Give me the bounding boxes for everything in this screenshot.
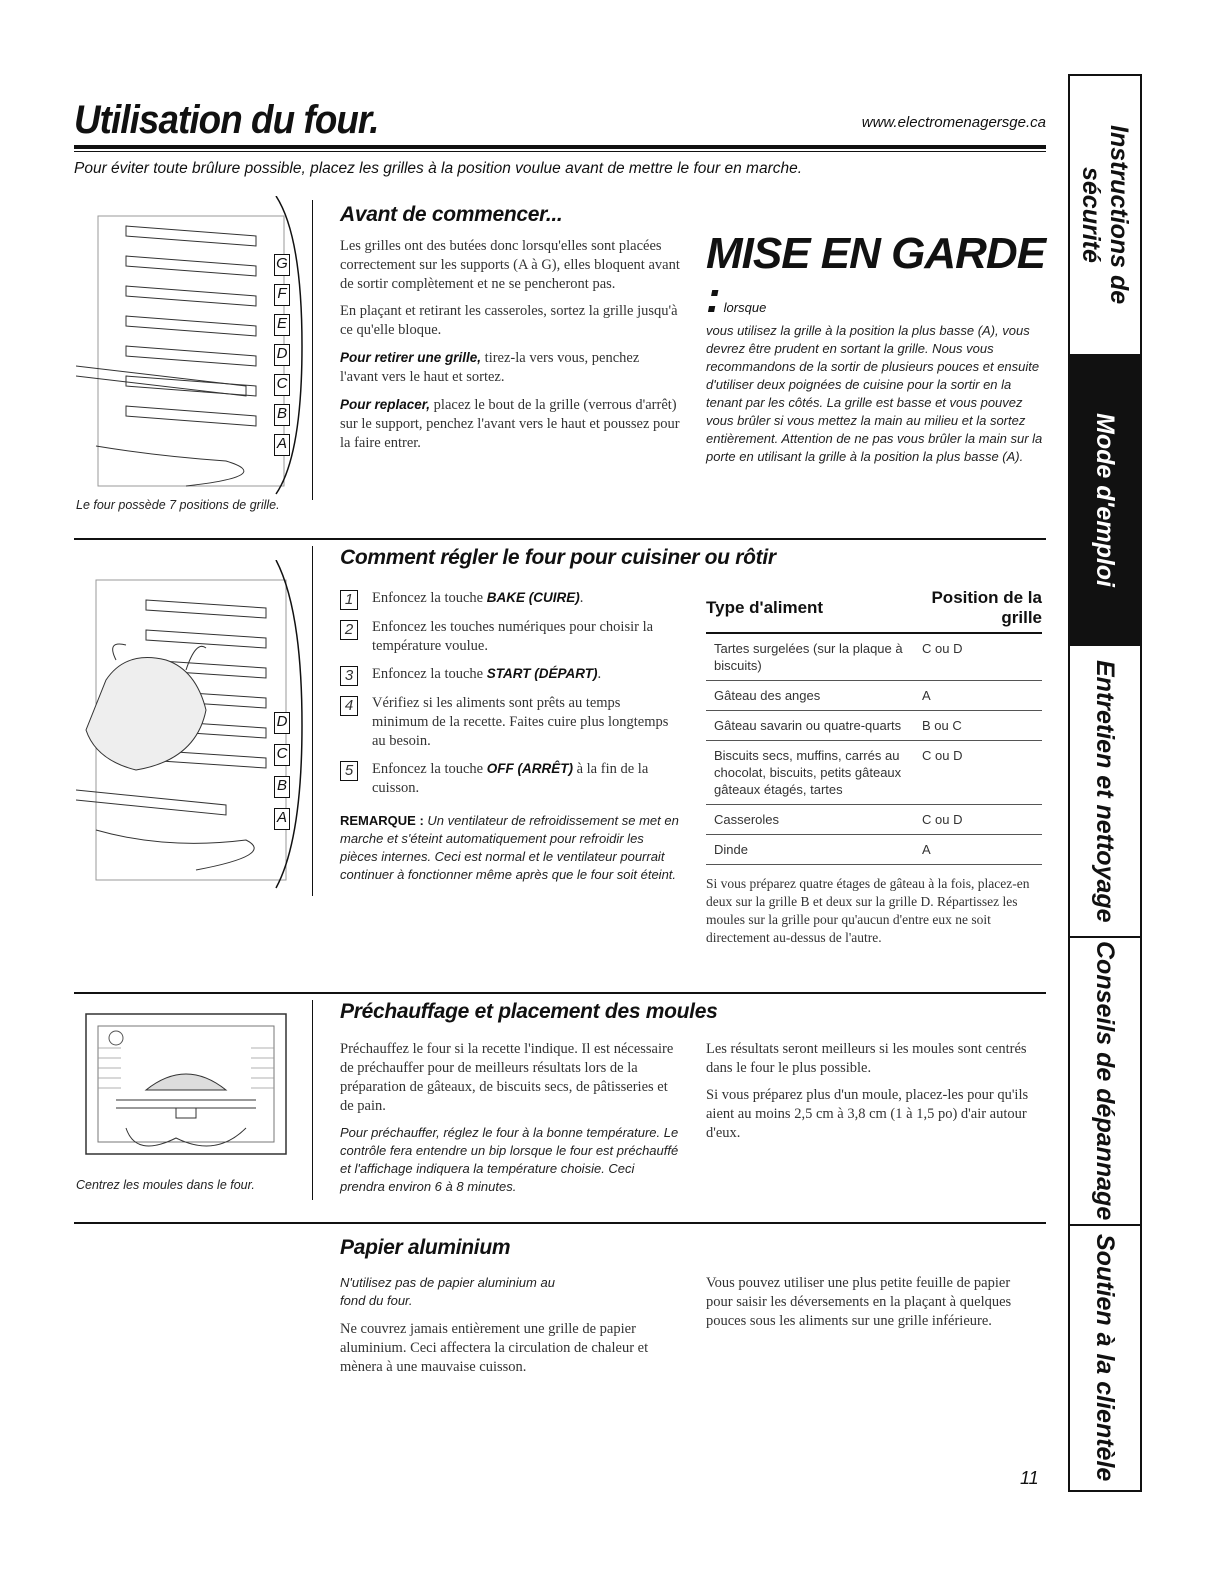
table-cell-position: A (914, 681, 1042, 711)
table-cell-food: Biscuits secs, muffins, carrés au chocolat, biscuits, petits gâteaux gâteaux étagés, tartes (706, 741, 914, 805)
centered-pan-caption: Centrez les moules dans le four. (76, 1178, 255, 1192)
step-text (372, 588, 583, 610)
table-cell-food: Casseroles (706, 805, 914, 835)
step-item (340, 588, 680, 610)
prechauffage-left (340, 1040, 680, 1196)
aluminium-paragraph: Vous pouvez utiliser une plus petite feuille de papier pour saisir les déversements en la plaçant à quelques pouces sous les aliments sur une grille inférieure. (706, 1275, 1012, 1329)
step-text-part: . (579, 590, 584, 606)
column-divider (312, 1000, 313, 1200)
tab-label: Mode d'emploi (1091, 413, 1119, 587)
rack-label: F (274, 284, 290, 306)
tab-soutien[interactable] (1070, 1226, 1140, 1490)
avant-paragraph: En plaçant et retirant les casseroles, sortez la grille jusqu'à ce qu'elle bloque. (340, 303, 678, 338)
step-number: 5 (340, 761, 358, 781)
header-rule-thin (74, 151, 1046, 152)
step-text-part: Enfoncez la touche (372, 666, 487, 682)
note-text: Un ventilateur de refroidissement se met en marche et s'éteint automatiquement pour refroidir les pièces internes. Ceci est normal et le ventilateur pourrait continuer à fonctionner même après que le four soit éteint. (340, 813, 679, 882)
oven-racks-illustration (76, 196, 306, 496)
prechauffage-paragraph: Les résultats seront meilleurs si les moules sont centrés dans le four le plus possible. (706, 1041, 1027, 1076)
avant-paragraph (340, 348, 680, 387)
avant-paragraph (340, 395, 680, 453)
tab-mode-emploi[interactable] (1070, 354, 1140, 646)
step-number: 3 (340, 666, 358, 686)
step-text (372, 694, 680, 751)
note-label: REMARQUE : (340, 813, 424, 828)
page-title: Utilisation du four. (74, 98, 379, 142)
aluminium-left (340, 1274, 680, 1385)
step-item (340, 759, 680, 798)
warning-lead: lorsque (723, 300, 767, 315)
table-cell-position: C ou D (914, 805, 1042, 835)
table-row (706, 805, 1042, 835)
paragraph-text: tirez-la vers vous, penchez l'avant vers le haut et sortez. (340, 350, 640, 385)
paragraph-text: placez le bout de la grille (verrous d'arrêt) sur le support, penchez l'avant vers le haut et poussez pour la faire entrer. (340, 397, 680, 451)
avant-body (340, 237, 680, 461)
step-item (340, 664, 680, 686)
step-item (340, 618, 680, 656)
step-key: BAKE (CUIRE) (486, 590, 580, 605)
table-row (706, 633, 1042, 681)
table-cell-position: A (914, 835, 1042, 865)
step-text-part: Enfoncez les touches numériques pour choisir la température voulue. (372, 619, 654, 654)
rack-label: D (274, 712, 290, 734)
rack-label: A (274, 434, 290, 456)
column-divider (312, 200, 313, 500)
section-rule (74, 538, 1046, 540)
tab-entretien[interactable] (1070, 646, 1140, 936)
warning-text: vous utilisez la grille à la position la plus basse (A), vous devrez être prudent en sortant la grille. Nous vous recommandons de la sortir de plusieurs pouces et ensuite d'utiliser deux poignées de cuisine pour la sortir en la tenant par les côtés. La grille est basse et vous pouvez vous brûler si vous mettez la main au milieu et la sortez entièrement. Attention de ne pas vous brûler la main sur la porte en utilisant la grille à la position la plus basse (A). (706, 323, 1043, 464)
table-row (706, 835, 1042, 865)
rack-label: C (274, 374, 290, 396)
table-cell-food: Gâteau des anges (706, 681, 914, 711)
prechauffage-paragraph: Si vous préparez plus d'un moule, placez-les pour qu'ils aient au moins 2,5 cm à 3,8 cm (1 à 1,5 po) d'air autour d'eux. (706, 1087, 1029, 1141)
step-text-part: . (597, 666, 602, 682)
warning-box (706, 229, 1046, 466)
rack-label: A (274, 808, 290, 830)
step-number: 1 (340, 590, 358, 610)
aluminium-paragraph: Ne couvrez jamais entièrement une grille de papier aluminium. Ceci affectera la circulation de chaleur et mènera à une mauvaise cuisson. (340, 1321, 649, 1375)
section-rule (74, 1222, 1046, 1224)
rack-label: E (274, 314, 290, 336)
rack-label: G (274, 254, 290, 276)
step-text (372, 759, 680, 798)
section-heading-cuisiner: Comment régler le four pour cuisiner ou rôtir (340, 546, 776, 569)
step-text (372, 618, 680, 656)
step-key: START (DÉPART) (486, 666, 598, 681)
table-header-food: Type d'aliment (706, 588, 914, 633)
step-text-part: Vérifiez si les aliments sont prêts au temps minimum de la recette. Faites cuire plus longtemps au besoin. (372, 695, 669, 749)
bold-label: Pour replacer, (340, 397, 431, 412)
step-text-part: Enfoncez la touche (372, 590, 487, 606)
oven-racks-caption: Le four possède 7 positions de grille. (76, 498, 280, 512)
section-heading-avant: Avant de commencer... (340, 203, 563, 226)
page-number: 11 (1020, 1468, 1039, 1488)
tab-label: Entretien et nettoyage (1091, 659, 1119, 923)
table-cell-position: C ou D (914, 741, 1042, 805)
step-key: OFF (ARRÊT) (486, 761, 573, 776)
website-url[interactable]: www.electromenagersge.ca (861, 114, 1046, 131)
prechauffage-note: Pour préchauffer, réglez le four à la bonne température. Le contrôle fera entendre un bip lorsque le four est préchauffé et l'affichage indiquera la température choisie. Ceci prendra environ 6 à 8 minutes. (340, 1125, 679, 1194)
cuisiner-steps (340, 588, 680, 884)
intro-text: Pour éviter toute brûlure possible, placez les grilles à la position voulue avant de mettre le four en marche. (74, 160, 803, 177)
step-text-part: Enfoncez la touche (372, 761, 487, 777)
rack-label: C (274, 744, 290, 766)
tab-label: Instructions de sécurité (1077, 125, 1133, 305)
rack-label: D (274, 344, 290, 366)
tab-label: Soutien à la clientèle (1091, 1234, 1119, 1482)
table-cell-position: C ou D (914, 633, 1042, 681)
step-text-part: à la fin de la cuisson. (372, 761, 649, 796)
prechauffage-right (706, 1040, 1046, 1151)
table-row (706, 741, 1042, 805)
aluminium-right (706, 1274, 1036, 1339)
rack-position-table (706, 588, 1042, 947)
step-number: 4 (340, 696, 358, 716)
table-cell-position: B ou C (914, 711, 1042, 741)
aluminium-warning: N'utilisez pas de papier aluminium au fond du four. (340, 1275, 555, 1308)
warning-title: MISE EN GARDE : (706, 229, 1046, 322)
rack-label: B (274, 776, 290, 798)
section-rule (74, 992, 1046, 994)
rack-label: B (274, 404, 290, 426)
step-item (340, 694, 680, 751)
step-number: 2 (340, 620, 358, 640)
tab-label: Conseils de dépannage (1091, 941, 1119, 1221)
table-cell-food: Dinde (706, 835, 914, 865)
section-tabs (1068, 74, 1142, 1492)
section-heading-prechauffage: Préchauffage et placement des moules (340, 1000, 718, 1023)
table-footnote: Si vous préparez quatre étages de gâteau à la fois, placez-en deux sur la grille B et deux sur la grille D. Répartissez les moules sur la grille pour qu'aucun d'entre eux ne soit directement au-dessus de l'autre. (706, 876, 1030, 945)
note (340, 812, 680, 884)
tab-depannage[interactable] (1070, 938, 1140, 1224)
table-cell-food: Tartes surgelées (sur la plaque à biscuits) (706, 633, 914, 681)
column-divider (312, 546, 313, 896)
avant-paragraph: Les grilles ont des butées donc lorsqu'elles sont placées correctement sur les supports (A à G), elles bloquent avant de sortir complètement et ne se pencheront pas. (340, 238, 680, 292)
turkey-roasting-illustration (76, 560, 306, 890)
section-heading-aluminium: Papier aluminium (340, 1236, 511, 1259)
table-cell-food: Gâteau savarin ou quatre-quarts (706, 711, 914, 741)
table-row (706, 681, 1042, 711)
table-row (706, 711, 1042, 741)
tab-securite[interactable] (1070, 76, 1140, 354)
step-text (372, 664, 601, 686)
header-rule (74, 145, 1046, 149)
centered-pan-illustration (76, 1008, 296, 1168)
bold-label: Pour retirer une grille, (340, 350, 482, 365)
table-header-position: Position de la grille (914, 588, 1042, 633)
prechauffage-paragraph: Préchauffez le four si la recette l'indique. Il est nécessaire de préchauffer pour de meilleurs résultats lors de la préparation de gâteaux, de biscuits secs, de pâtisseries et de pain. (340, 1041, 674, 1114)
